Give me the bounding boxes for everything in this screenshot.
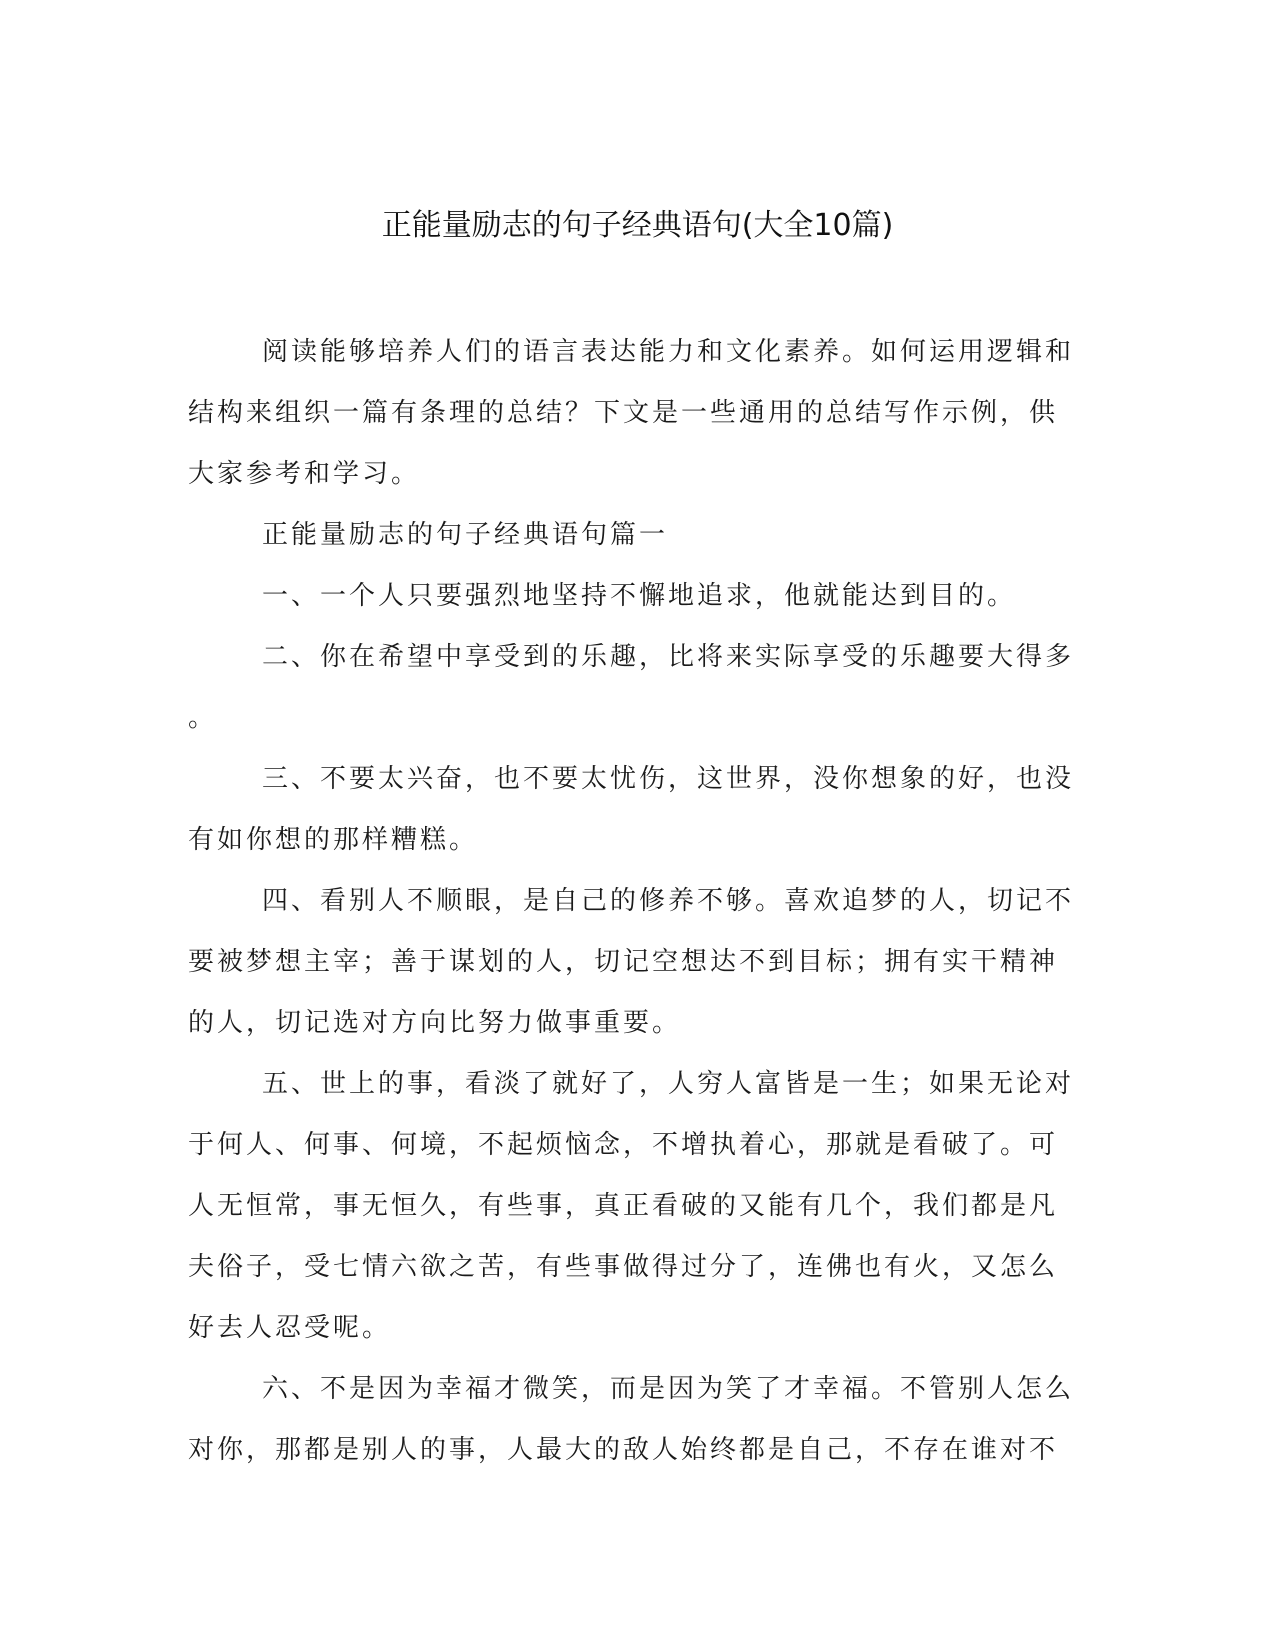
paragraph-section-heading	[188, 505, 1088, 566]
text-line: 有如你想的那样糟糕。	[188, 825, 479, 855]
text-line: 三、不要太兴奋，也不要太忧伤，这世界，没你想象的好，也没	[262, 764, 1075, 794]
text-line: 人无恒常，事无恒久，有些事，真正看破的又能有几个，我们都是凡	[188, 1191, 1059, 1221]
text-line: 四、看别人不顺眼，是自己的修养不够。喜欢追梦的人，切记不	[262, 886, 1075, 916]
paragraph-intro	[188, 322, 1088, 505]
text-line: 二、你在希望中享受到的乐趣，比将来实际享受的乐趣要大得多	[262, 642, 1075, 672]
text-line: 六、不是因为幸福才微笑，而是因为笑了才幸福。不管别人怎么	[262, 1374, 1075, 1404]
text-line: 一、一个人只要强烈地坚持不懈地追求，他就能达到目的。	[262, 581, 1017, 611]
text-line: 于何人、何事、何境，不起烦恼念，不增执着心，那就是看破了。可	[188, 1130, 1059, 1160]
text-line: 的人，切记选对方向比努力做事重要。	[188, 1008, 682, 1038]
text-line: 大家参考和学习。	[188, 459, 421, 489]
text-line: 正能量励志的句子经典语句篇一	[262, 520, 669, 550]
text-line: 结构来组织一篇有条理的总结？下文是一些通用的总结写作示例，供	[188, 398, 1059, 428]
paragraph-item-1	[188, 566, 1088, 627]
document-body	[188, 322, 1088, 1481]
text-line: 好去人忍受呢。	[188, 1313, 392, 1343]
text-line: 夫俗子，受七情六欲之苦，有些事做得过分了，连佛也有火，又怎么	[188, 1252, 1059, 1282]
text-line: 要被梦想主宰；善于谋划的人，切记空想达不到目标；拥有实干精神	[188, 947, 1059, 977]
text-line: 五、世上的事，看淡了就好了，人穷人富皆是一生；如果无论对	[262, 1069, 1075, 1099]
text-line: 对你，那都是别人的事，人最大的敌人始终都是自己，不存在谁对不	[188, 1435, 1059, 1465]
document-title: 正能量励志的句子经典语句(大全10篇)	[381, 208, 894, 243]
text-line: 。	[188, 703, 218, 733]
paragraph-item-2	[188, 627, 1088, 749]
paragraph-item-3	[188, 749, 1088, 871]
text-line: 阅读能够培养人们的语言表达能力和文化素养。如何运用逻辑和	[262, 337, 1075, 367]
paragraph-item-4	[188, 871, 1088, 1054]
paragraph-item-6	[188, 1359, 1088, 1481]
paragraph-item-5	[188, 1054, 1088, 1359]
